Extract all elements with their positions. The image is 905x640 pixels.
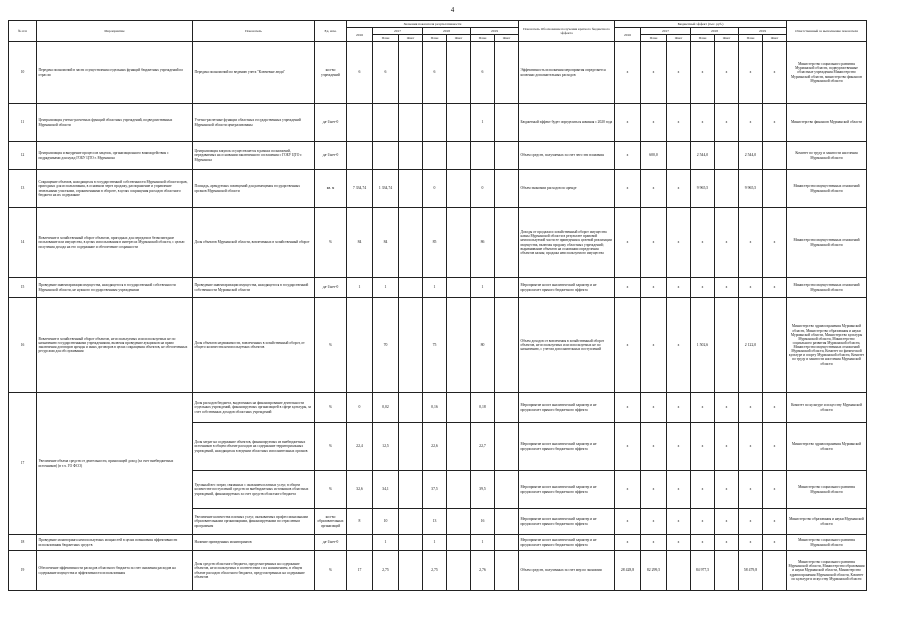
budget-effect-cell: х [691,471,715,509]
page-number: 4 [450,6,455,14]
budget-effect-cell: х [615,509,641,535]
budget-effect-cell: х [739,423,763,471]
effect-cell: Мероприятие носит аналитический характер и не предполагает прямого бюджетного эффекта [519,393,615,423]
value-cell [495,551,519,591]
value-cell [495,298,519,393]
budget-effect-cell: 2 122,0 [739,298,763,393]
budget-effect-cell: х [715,278,739,298]
year-header: 2018 [423,28,471,35]
budget-effect-cell: х [641,170,667,208]
value-cell: 86 [471,208,495,278]
responsible-cell: Министерство имущественных отношений Мурманской области [787,170,867,208]
unit-cell: % [315,551,347,591]
header-values-group: Значения показателя результативности [347,21,519,28]
value-cell: 0 [423,170,447,208]
budget-effect-cell: х [641,509,667,535]
value-cell [399,551,423,591]
value-cell [447,142,471,170]
value-cell [447,104,471,142]
value-cell [495,142,519,170]
budget-effect-cell: х [615,208,641,278]
value-cell: 22,6 [423,423,447,471]
budget-effect-cell [715,170,739,208]
row-number-cell: 14 [9,208,37,278]
row-number-cell: 12 [9,142,37,170]
budget-effect-cell: х [715,393,739,423]
effect-cell: Мероприятие носит аналитический характер и не предполагает прямого бюджетного эффекта [519,278,615,298]
budget-effect-cell: х [715,208,739,278]
value-cell [347,142,373,170]
budget-effect-cell: 84 977,5 [691,551,715,591]
budget-effect-cell: х [667,423,691,471]
unit-cell: кол-во учреждений [315,42,347,104]
budget-effect-cell: х [739,104,763,142]
unit-cell: да-1/нет-0 [315,104,347,142]
responsible-cell: Министерство имущественных отношений Мурманской области [787,208,867,278]
value-cell: 22,7 [471,423,495,471]
value-cell: 8 [347,509,373,535]
budget-effect-cell: х [763,104,787,142]
budget-effect-cell [763,298,787,393]
value-cell [495,208,519,278]
year-header: 2019 [739,28,787,35]
budget-effect-cell [715,142,739,170]
fact-header: Факт [399,35,423,42]
measure-cell: Увеличение объема средств от деятельности, приносящей доход (за счет внебюджетных источников) (в т.ч. ГО ФСО) [37,393,193,535]
responsible-cell: Министерство финансов Мурманской области [787,104,867,142]
value-cell: 1 [471,278,495,298]
budget-effect-cell [715,298,739,393]
indicator-cell: Доля объектов недвижимости, вовлеченных в хозяйственный оборот, от общего количества неиспользуемых объектов [193,298,315,393]
header-measure: Мероприятие [37,21,193,42]
value-cell: 1 [471,535,495,551]
year-header: 2018 [691,28,739,35]
budget-effect-cell: х [739,471,763,509]
budget-effect-cell: х [667,471,691,509]
budget-effect-cell: 9 965,5 [691,170,715,208]
unit-cell: да-1/нет-0 [315,278,347,298]
value-cell [447,509,471,535]
budget-effect-cell: х [739,278,763,298]
budget-effect-cell: х [667,42,691,104]
responsible-cell: Министерство социального развития Мурманской области [787,471,867,509]
measure-cell: Вовлечение в хозяйственный оборот объектов, не используемых или используемых не по назначению государственными учреждениями, включая проведение аукционов на право заключения договоров аренды и иных договоров в целях сокращения объектов, не обеспеченных ресурсами для обслуживания [37,298,193,393]
budget-effect-cell: х [739,535,763,551]
budget-effect-table [8,20,867,591]
value-cell: 2,75 [373,551,399,591]
budget-effect-cell: х [667,104,691,142]
budget-effect-cell: х [667,509,691,535]
responsible-cell: Министерство социального развития Мурманской области, Министерство образования и науки Мурманской области, Министерство здравоохранения Мурманской области, Комитет по культуре и искусству Мурманской области [787,551,867,591]
value-cell: 22,4 [347,423,373,471]
value-cell: 1 [423,535,447,551]
effect-cell: Мероприятие носит аналитический характер и не предполагает прямого бюджетного эффекта [519,535,615,551]
budget-effect-cell: х [763,278,787,298]
budget-effect-cell: х [667,393,691,423]
budget-effect-cell: х [715,535,739,551]
header-effect-group: Бюджетный эффект (тыс. руб.) [615,21,787,28]
budget-effect-cell: х [641,104,667,142]
row-number-cell: 15 [9,278,37,298]
responsible-cell: Министерство здравоохранения Мурманской области [787,423,867,471]
value-cell: 6 [471,42,495,104]
value-cell [423,104,447,142]
unit-cell: кол-во образовательных организаций [315,509,347,535]
budget-effect-cell: х [715,104,739,142]
value-cell [373,104,399,142]
effect-cell: Мероприятие носит аналитический характер и не предполагает прямого бюджетного эффекта [519,471,615,509]
budget-effect-cell: х [667,278,691,298]
value-cell [399,208,423,278]
value-cell [447,471,471,509]
budget-effect-cell [667,551,691,591]
budget-effect-cell: 2 544,0 [739,142,763,170]
budget-effect-cell: х [763,393,787,423]
measure-cell: Передача полномочий в части осуществления отдельных функций бюджетных учреждений по отрасли [37,42,193,104]
header-effect: Показатель Обоснование получения краткого бюджетного эффекта [519,21,615,42]
budget-effect-cell [667,142,691,170]
value-cell: 10 [373,509,399,535]
budget-effect-cell: х [691,393,715,423]
budget-effect-cell [763,170,787,208]
value-cell [495,535,519,551]
value-cell [447,535,471,551]
measure-cell: Обеспечение эффективности расходов областного бюджета за счет снижения расходов на содержание имущества и эффективности использования [37,551,193,591]
indicator-cell: Передача полномочий по ведению учета "Ключевые люди" [193,42,315,104]
budget-effect-cell: х [691,509,715,535]
budget-effect-cell: х [641,298,667,393]
value-cell: 1 [373,278,399,298]
header-num: № п/п [9,21,37,42]
value-cell [495,423,519,471]
value-cell: 1 [471,104,495,142]
budget-effect-cell: 9 965,5 [739,170,763,208]
value-cell: 2,76 [471,551,495,591]
value-cell: 85 [423,208,447,278]
indicator-cell: Проведение инвентаризации имущества, находящегося в государственной собственности Мурманской области [193,278,315,298]
responsible-cell: Министерство социального развития Мурманской области, подведомственные областные учреждения Министерство Мурманской области, министерство финансов Мурманской области [787,42,867,104]
row-number-cell: 10 [9,42,37,104]
row-number-cell: 17 [9,393,37,535]
budget-effect-cell: х [763,208,787,278]
value-cell: 34,1 [373,471,399,509]
table-row [9,142,867,170]
value-cell [447,393,471,423]
budget-effect-cell: х [763,42,787,104]
budget-effect-cell: х [615,471,641,509]
budget-effect-cell: х [691,208,715,278]
budget-effect-cell: х [615,423,641,471]
value-cell [495,170,519,208]
budget-effect-cell: х [667,298,691,393]
value-cell: 6 [423,42,447,104]
indicator-cell: Доля расходов бюджета, выделенных на финансирование деятельности отдельных учреждений, финансируемых организацией в сфере культуры, за счет собственных доходов областных учреждений [193,393,315,423]
budget-effect-cell: х [763,509,787,535]
table-row [9,551,867,591]
value-cell: 13 [423,509,447,535]
value-cell [399,142,423,170]
budget-effect-cell: х [739,509,763,535]
row-number-cell: 16 [9,298,37,393]
indicator-cell: Площадь, арендуемых помещений для размещения государственных органов Мурманской области [193,170,315,208]
unit-cell: да-1/нет-0 [315,535,347,551]
budget-effect-cell: х [615,535,641,551]
measure-cell: Проведение инвентаризации имущества, находящегося в государственной собственности Мурманской области, не нужного государственным учреждениям [37,278,193,298]
plan-header: План [423,35,447,42]
table-row [9,170,867,208]
value-cell: 39,5 [471,471,495,509]
fact-header: Факт [763,35,787,42]
effect-cell: Доходы от продажи и хозяйственный оборот имущества казны Мурманской области в результате правовой неиспользуемой части ее приведения к целевой реализации имущества, включая продажу областных учреждений; выравнивание объектов на основании определения объектов казны; продажа неиспользуемого имущества [519,208,615,278]
responsible-cell: Министерство социального развития Мурманской области [787,535,867,551]
table-row [9,104,867,142]
budget-effect-cell: х [763,471,787,509]
row-number-cell: 18 [9,535,37,551]
value-cell [447,423,471,471]
table-row [9,42,867,104]
budget-effect-cell: х [739,208,763,278]
value-cell [447,42,471,104]
budget-effect-cell: х [667,535,691,551]
effect-cell: Объем доходов от вовлечения в хозяйственный оборот объектов, не используемых или используемых не по назначению, с учетом дополнительных поступлений [519,298,615,393]
table-row [9,278,867,298]
measure-cell: Вовлечение в хозяйственный оборот объектов, пригодных для передачи в безвозмездное пользование или имущества, в целях использования в интересах Мурманской области, с целью получения дохода на его содержание и обеспечение сохранности [37,208,193,278]
indicator-cell: Доля средств областного бюджета, предусмотренных на содержание объектов, не используемых в соответствии с их назначением, в общем объеме расходов областного бюджета, предусмотренных на содержание объектов [193,551,315,591]
value-cell: 0,02 [373,393,399,423]
value-cell [495,509,519,535]
budget-effect-cell: х [667,208,691,278]
value-cell: 0,18 [471,393,495,423]
value-cell [347,104,373,142]
measure-cell: Централизация и внедрение процессов закупок, организационного взаимодействия с подрядчиками для нужд ГОБУ ЦТО г. Мурманска [37,142,193,170]
fact-header: Факт [715,35,739,42]
budget-effect-cell: х [739,393,763,423]
indicator-cell: Учетно-расчетные функции областных государственных учреждений Мурманской области централизованы [193,104,315,142]
budget-effect-cell [763,551,787,591]
value-cell [447,298,471,393]
budget-effect-cell: х [615,393,641,423]
fact-header: Факт [495,35,519,42]
table-row [9,535,867,551]
budget-effect-cell: 2 544,0 [691,142,715,170]
plan-header: План [471,35,495,42]
budget-effect-cell: х [615,298,641,393]
value-cell [399,298,423,393]
header-responsible: Ответственный за выполнение показателя [787,21,867,42]
value-cell [399,170,423,208]
budget-effect-cell: х [763,535,787,551]
budget-effect-cell: х [615,104,641,142]
budget-effect-cell: х [691,104,715,142]
value-cell [423,142,447,170]
budget-effect-cell: х [615,42,641,104]
budget-effect-cell: х [641,208,667,278]
budget-effect-cell: х [615,278,641,298]
indicator-cell: Увеличение количества платных услуг, оказываемых профессиональными образовательными организациями, финансируемыми по отраслевым программам [193,509,315,535]
value-cell [495,104,519,142]
budget-effect-cell: х [667,170,691,208]
year-header: 2016 [615,28,641,42]
budget-effect-cell: х [715,509,739,535]
budget-effect-cell [715,551,739,591]
value-cell [399,42,423,104]
indicator-cell: Централизация закупок осуществляется в рамках полномочий, передаваемых на основании заключенного соглашения с ГОБУ ЦТО г. Мурманска [193,142,315,170]
document-sheet [8,20,867,591]
value-cell [399,471,423,509]
indicator-cell: Удельный вес затрат, связанных с оказанием платных услуг, в общем количестве поступлений средств из внебюджетных источников областных учреждений, финансируемых за счет средств областного бюджета [193,471,315,509]
unit-cell: % [315,208,347,278]
budget-effect-cell: х [715,42,739,104]
value-cell [447,170,471,208]
table-row [9,208,867,278]
budget-effect-cell: х [641,42,667,104]
value-cell [399,393,423,423]
year-header: 2016 [347,28,373,42]
budget-effect-cell: х [691,535,715,551]
fact-header: Факт [447,35,471,42]
budget-effect-cell: х [615,170,641,208]
effect-cell: Объем средств, полученных за счет мер по экономии [519,551,615,591]
unit-cell: % [315,393,347,423]
value-cell: 12,5 [373,423,399,471]
header-indicator: Показатель [193,21,315,42]
table-body [9,42,867,591]
budget-effect-cell: х [641,393,667,423]
value-cell: 84 [373,208,399,278]
plan-header: План [373,35,399,42]
budget-effect-cell [763,142,787,170]
value-cell [347,535,373,551]
plan-header: План [641,35,667,42]
effect-cell: Объем средств, получаемых за счет чего эти вложения [519,142,615,170]
value-cell [471,142,495,170]
value-cell: 32,6 [347,471,373,509]
value-cell [495,42,519,104]
header-unit: Ед. изм. [315,21,347,42]
budget-effect-cell: 600,0 [641,142,667,170]
value-cell [399,104,423,142]
effect-cell: Мероприятие носит аналитический характер и не предполагает прямого бюджетного эффекта [519,423,615,471]
value-cell [399,535,423,551]
value-cell: 16 [471,509,495,535]
value-cell: 37,5 [423,471,447,509]
value-cell: 17 [347,551,373,591]
budget-effect-cell: х [641,471,667,509]
budget-effect-cell: х [715,471,739,509]
measure-cell: Централизация учетно-расчетных функций областных учреждений, подведомственных Мурманской области [37,104,193,142]
year-header: 2017 [641,28,691,35]
budget-effect-cell: х [641,278,667,298]
year-header: 2019 [471,28,519,35]
effect-cell: Бюджетный эффект будет определяться начиная с 2020 года [519,104,615,142]
effect-cell: Объем экономии расходов по аренде [519,170,615,208]
value-cell: 1 [373,535,399,551]
budget-effect-cell: х [739,42,763,104]
value-cell: 84 [347,208,373,278]
unit-cell: % [315,423,347,471]
budget-effect-cell: х [641,423,667,471]
responsible-cell: Министерство имущественных отношений Мурманской области [787,278,867,298]
fact-header: Факт [667,35,691,42]
value-cell: 0,16 [423,393,447,423]
value-cell [447,278,471,298]
row-number-cell: 19 [9,551,37,591]
value-cell: 80 [471,298,495,393]
plan-header: План [691,35,715,42]
value-cell [495,278,519,298]
budget-effect-cell: х [715,423,739,471]
unit-cell: % [315,298,347,393]
budget-effect-cell: х [615,142,641,170]
row-number-cell: 11 [9,104,37,142]
responsible-cell: Министерство образования и науки Мурманской области [787,509,867,535]
value-cell: 1 [423,278,447,298]
value-cell: 7 334,74 [347,170,373,208]
budget-effect-cell: х [691,42,715,104]
value-cell [495,393,519,423]
value-cell: 0 [347,393,373,423]
plan-header: План [739,35,763,42]
budget-effect-cell: 1 502,6 [691,298,715,393]
responsible-cell: Министерство здравоохранения Мурманской области, Министерство образования и науки Мурманской области, Министерство культуры Мурманской области, Министерство социального развития Мурманской области, Министерство имущественных отношений Мурманской области, Комитет по физической культуре и спорту Мурманской области, Комитет по труду и занятости населения Мурманской области [787,298,867,393]
budget-effect-cell: х [691,423,715,471]
budget-effect-cell: х [691,278,715,298]
measure-cell: Проведение мониторинга неиспользуемых мощностей в целях повышения эффективности использования бюджетных средств [37,535,193,551]
measure-cell: Сокращение объемов, находящихся в государственной собственности Мурманской области прав, пригодных для использования, в основном через продажу, распоряжение и управление земельными участками, ограниченными в обороте, в целях сокращения расходов областного бюджета на их содержание [37,170,193,208]
indicator-cell: Наличие проведенных мониторингов [193,535,315,551]
indicator-cell: Доля затрат на содержание объектов, финансируемых из внебюджетных источников в общем объеме расходов на содержание территориальных учреждений, находящихся в ведении областных исполнительных органов [193,423,315,471]
budget-effect-cell: 82 299,5 [641,551,667,591]
value-cell [447,208,471,278]
table-row [9,298,867,393]
value-cell [373,142,399,170]
value-cell: 70 [373,298,399,393]
value-cell: 1 334,74 [373,170,399,208]
effect-cell: Мероприятие носит аналитический характер и не предполагает прямого бюджетного эффекта [519,509,615,535]
budget-effect-cell: х [641,535,667,551]
table-row [9,393,867,423]
year-header: 2017 [373,28,423,35]
value-cell: 2,75 [423,551,447,591]
effect-cell: Эффективность исполнения мероприятия определяется косвенно дополнительных расходов [519,42,615,104]
value-cell: 6 [347,42,373,104]
value-cell [495,471,519,509]
value-cell [347,298,373,393]
value-cell [399,509,423,535]
budget-effect-cell: х [763,423,787,471]
value-cell [399,278,423,298]
unit-cell: % [315,471,347,509]
unit-cell: да-1/нет-0 [315,142,347,170]
value-cell: 0 [471,170,495,208]
responsible-cell: Комитет по культуре и искусству Мурманской области [787,393,867,423]
value-cell: 6 [373,42,399,104]
value-cell [399,423,423,471]
value-cell: 75 [423,298,447,393]
responsible-cell: Комитет по труду и занятости населения Мурманской области [787,142,867,170]
unit-cell: кв. м [315,170,347,208]
indicator-cell: Доля объектов Мурманской области, вовлеченных в хозяйственный оборот [193,208,315,278]
budget-effect-cell: 58 479,8 [739,551,763,591]
value-cell: 1 [347,278,373,298]
row-number-cell: 13 [9,170,37,208]
budget-effect-cell: 28 428,8 [615,551,641,591]
value-cell [447,551,471,591]
